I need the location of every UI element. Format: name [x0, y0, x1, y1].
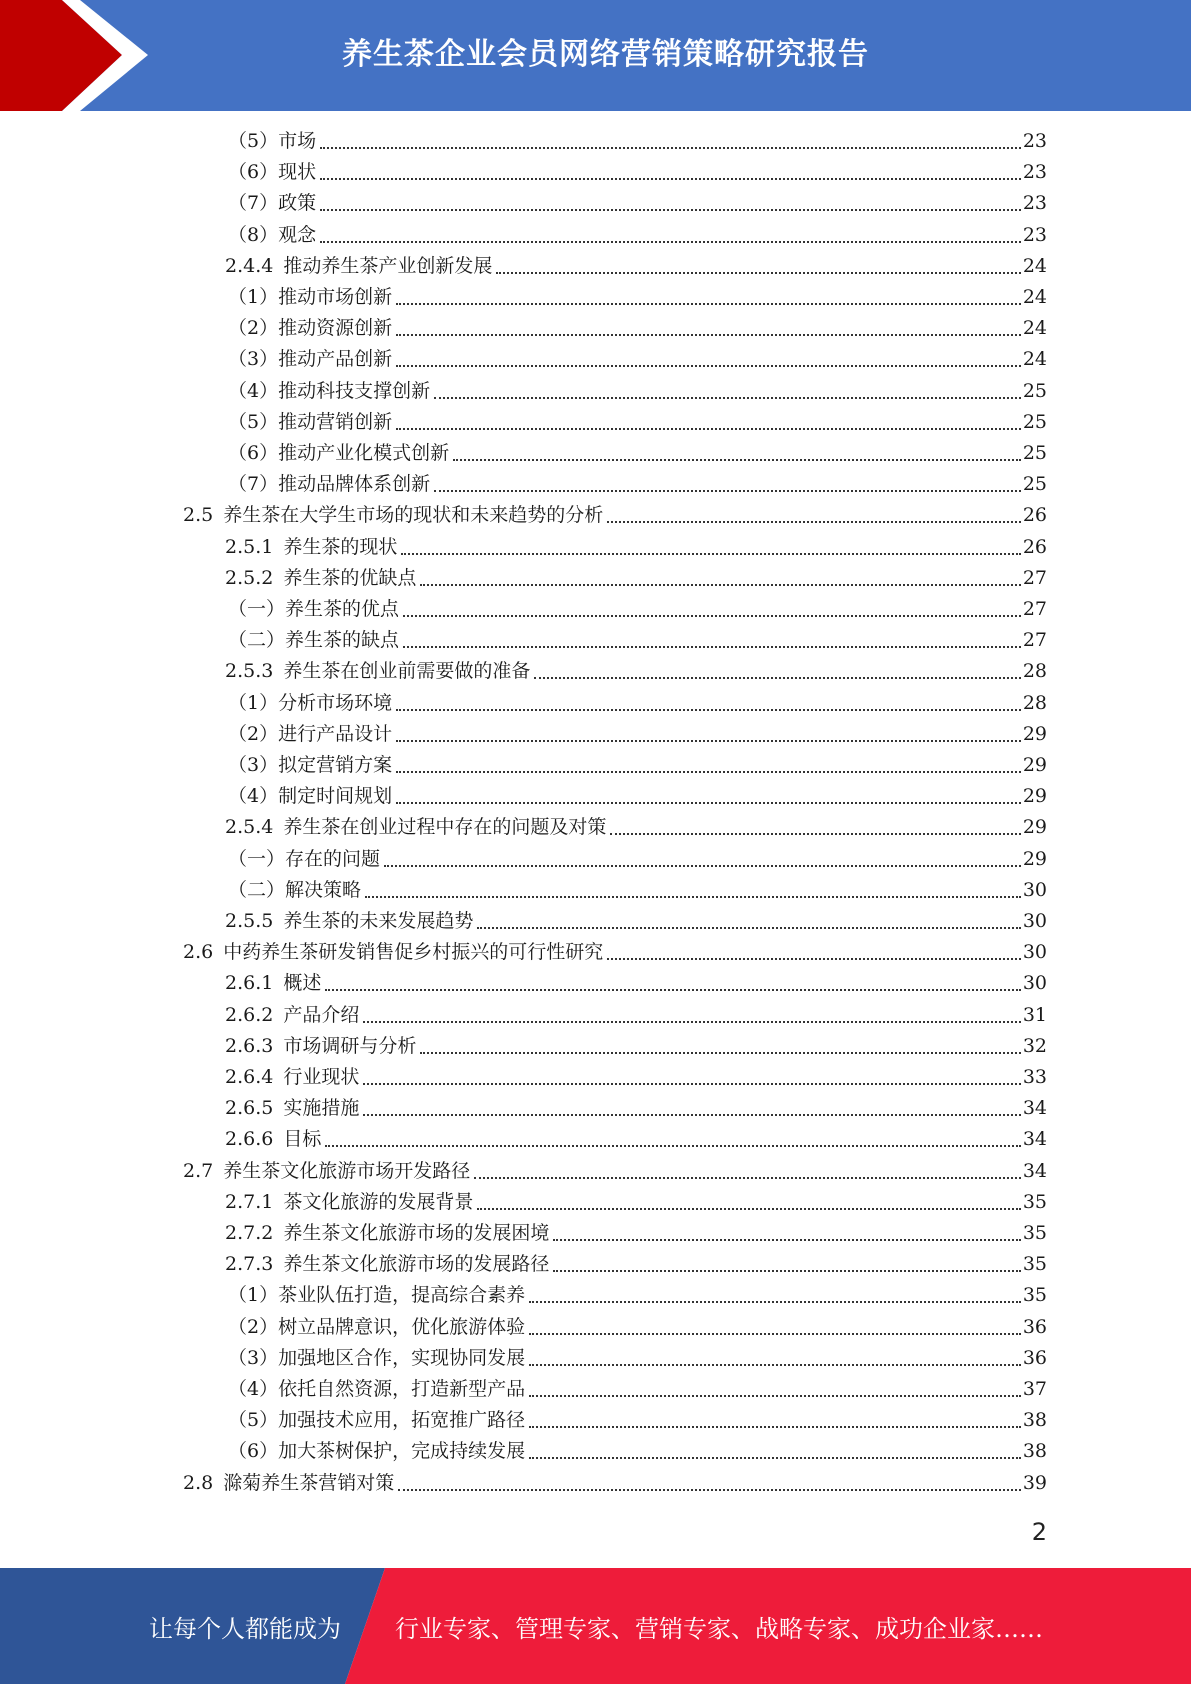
toc-entry-label: 行业现状 [283, 1066, 360, 1088]
toc-entry-label: （4）制定时间规划 [228, 785, 393, 808]
toc-dot-leader [320, 177, 1021, 180]
toc-entry-number: 2.6.5 [225, 1097, 274, 1120]
toc-entry-label: （1）分析市场环境 [228, 691, 393, 714]
toc-entry-label: 养生茶的未来发展趋势 [283, 910, 474, 932]
toc-dot-leader [396, 333, 1021, 336]
toc-entry-label: 养生茶文化旅游市场的发展路径 [283, 1253, 550, 1276]
toc-entry-page: 34 [1022, 1128, 1047, 1151]
toc-dot-leader [325, 988, 1020, 991]
toc-dot-leader [529, 1363, 1021, 1366]
toc-entry-label: 养生茶的优缺点 [283, 566, 417, 589]
toc-dot-leader [610, 832, 1020, 835]
toc-entry[interactable] [225, 251, 1047, 282]
toc-entry-number: 2.7.2 [225, 1222, 274, 1244]
toc-entry-label: 产品介绍 [283, 1003, 360, 1026]
toc-entry-page: 26 [1022, 535, 1047, 558]
toc-dot-leader [477, 926, 1020, 929]
toc-entry-number: 2.6.3 [225, 1034, 274, 1057]
toc-entry[interactable] [225, 1124, 1047, 1155]
toc-entry-label: 养生茶的现状 [283, 535, 398, 558]
toc-entry-label: 养生茶在大学生市场的现状和未来趋势的分析 [223, 504, 604, 527]
toc-entry-page: 28 [1022, 691, 1047, 714]
toc-entry-number: 2.5.2 [225, 566, 274, 589]
toc-entry-number: 2.5.4 [225, 816, 274, 839]
toc-dot-leader [496, 271, 1020, 274]
toc-entry[interactable] [228, 1436, 1047, 1467]
toc-dot-leader [474, 1176, 1021, 1179]
toc-entry-page: 27 [1022, 566, 1047, 589]
toc-entry-page: 24 [1022, 348, 1047, 371]
page-number: 2 [1031, 1518, 1047, 1546]
toc-entry-label: （5）加强技术应用，拓宽推广路径 [228, 1409, 526, 1432]
toc-entry-page: 30 [1022, 941, 1047, 964]
toc-entry[interactable] [225, 1187, 1047, 1218]
toc-dot-leader [396, 739, 1021, 742]
toc-dot-leader [529, 1332, 1021, 1335]
toc-entry-page: 32 [1022, 1034, 1047, 1057]
toc-dot-leader [396, 770, 1021, 773]
toc-dot-leader [363, 1113, 1020, 1116]
toc-dot-leader [453, 458, 1021, 461]
toc-entry-page: 23 [1022, 161, 1047, 184]
toc-entry-page: 33 [1022, 1066, 1047, 1088]
toc-entry[interactable] [183, 1468, 1047, 1499]
toc-entry-page: 27 [1022, 598, 1047, 620]
toc-entry-page: 23 [1022, 192, 1047, 215]
toc-entry-label: （7）政策 [228, 192, 317, 215]
toc-entry-page: 29 [1022, 847, 1047, 870]
toc-dot-leader [553, 1269, 1020, 1272]
toc-entry[interactable] [225, 1062, 1047, 1093]
toc-entry-number: 2.5 [183, 504, 214, 527]
toc-entry-page: 29 [1022, 785, 1047, 808]
toc-entry-number: 2.4.4 [225, 254, 274, 277]
toc-entry-label: 推动养生茶产业创新发展 [283, 254, 493, 277]
toc-dot-leader [320, 208, 1021, 211]
toc-dot-leader [396, 427, 1021, 430]
toc-entry[interactable] [228, 781, 1047, 812]
toc-entry-page: 26 [1022, 504, 1047, 527]
toc-entry-number: 2.5.3 [225, 660, 274, 683]
toc-entry-page: 34 [1022, 1159, 1047, 1182]
toc-entry-label: （4）推动科技支撑创新 [228, 379, 431, 402]
toc-entry-label: （3）加强地区合作，实现协同发展 [228, 1346, 526, 1369]
toc-entry-page: 24 [1022, 286, 1047, 308]
toc-entry-page: 39 [1022, 1471, 1047, 1494]
toc-entry[interactable] [225, 1218, 1047, 1249]
toc-entry-page: 36 [1022, 1315, 1047, 1338]
toc-entry[interactable] [225, 563, 1047, 594]
toc-entry-label: （7）推动品牌体系创新 [228, 473, 431, 496]
toc-entry-page: 25 [1022, 473, 1047, 496]
toc-entry-number: 2.5.1 [225, 535, 274, 558]
toc-entry-label: 概述 [283, 972, 322, 995]
toc-entry-number: 2.7.1 [225, 1190, 274, 1213]
toc-entry-number: 2.6.2 [225, 1003, 274, 1026]
toc-dot-leader [396, 708, 1021, 711]
toc-entry[interactable] [183, 1156, 1047, 1187]
toc-entry[interactable] [183, 500, 1047, 531]
toc-entry-page: 23 [1022, 130, 1047, 152]
toc-dot-leader [434, 396, 1021, 399]
toc-entry-label: （5）推动营销创新 [228, 410, 393, 433]
toc-dot-leader [365, 895, 1021, 898]
toc-dot-leader [607, 957, 1021, 960]
page-header [0, 0, 1191, 111]
toc-entry-page: 34 [1022, 1097, 1047, 1120]
toc-entry-number: 2.6.6 [225, 1128, 274, 1151]
toc-entry-page: 24 [1022, 317, 1047, 340]
toc-dot-leader [396, 364, 1021, 367]
toc-dot-leader [401, 552, 1020, 555]
toc-entry[interactable] [228, 344, 1047, 375]
toc-entry[interactable] [228, 844, 1047, 875]
toc-entry-number: 2.6.4 [225, 1066, 274, 1088]
toc-entry-page: 30 [1022, 972, 1047, 995]
toc-entry[interactable] [225, 1249, 1047, 1280]
toc-entry-label: （6）现状 [228, 161, 317, 184]
toc-entry-label: （2）进行产品设计 [228, 722, 393, 745]
toc-entry-label: 实施措施 [283, 1097, 360, 1120]
toc-entry-page: 30 [1022, 910, 1047, 932]
toc-entry[interactable] [228, 282, 1047, 313]
toc-entry[interactable] [228, 407, 1047, 438]
toc-entry-page: 35 [1022, 1222, 1047, 1244]
toc-dot-leader [325, 1144, 1020, 1147]
toc-entry-label: （8）观念 [228, 223, 317, 246]
toc-entry-page: 29 [1022, 722, 1047, 745]
toc-entry[interactable] [228, 188, 1047, 219]
toc-entry[interactable] [228, 750, 1047, 781]
toc-dot-leader [396, 801, 1021, 804]
toc-entry[interactable] [225, 968, 1047, 999]
toc-entry-label: （3）推动产品创新 [228, 348, 393, 371]
toc-dot-leader [403, 614, 1021, 617]
toc-dot-leader [529, 1394, 1021, 1397]
toc-entry-page: 29 [1022, 816, 1047, 839]
toc-entry-label: 中药养生茶研发销售促乡村振兴的可行性研究 [223, 941, 604, 964]
toc-entry-label: 养生茶在创业过程中存在的问题及对策 [283, 816, 607, 839]
toc-entry[interactable] [228, 1343, 1047, 1374]
toc-entry-page: 27 [1022, 629, 1047, 652]
toc-entry[interactable] [228, 594, 1047, 625]
toc-dot-leader [384, 864, 1021, 867]
toc-entry-label: （3）拟定营销方案 [228, 754, 393, 776]
toc-entry-label: （一）存在的问题 [228, 847, 381, 870]
toc-dot-leader [363, 1020, 1020, 1023]
toc-entry-number: 2.6.1 [225, 972, 274, 995]
toc-entry-label: 养生茶文化旅游市场的发展困境 [283, 1222, 550, 1244]
toc-entry-label: （1）推动市场创新 [228, 286, 393, 308]
toc-entry-number: 2.7 [183, 1159, 214, 1182]
toc-entry-page: 35 [1022, 1190, 1047, 1213]
toc-entry-page: 25 [1022, 442, 1047, 464]
toc-entry[interactable] [228, 1312, 1047, 1343]
toc-dot-leader [529, 1425, 1021, 1428]
toc-dot-leader [529, 1456, 1021, 1459]
toc-entry-page: 25 [1022, 379, 1047, 402]
toc-entry-page: 38 [1022, 1440, 1047, 1463]
report-title: 养生茶企业会员网络营销策略研究报告 [342, 37, 869, 72]
toc-entry-page: 31 [1022, 1003, 1047, 1026]
toc-entry-page: 35 [1022, 1284, 1047, 1307]
toc-entry[interactable] [228, 1374, 1047, 1405]
toc-entry-label: 养生茶在创业前需要做的准备 [283, 660, 531, 683]
toc-entry[interactable] [183, 937, 1047, 968]
page-footer [0, 1568, 1191, 1684]
toc-entry-label: （4）依托自然资源，打造新型产品 [228, 1378, 526, 1400]
toc-entry[interactable] [228, 625, 1047, 656]
toc-entry[interactable] [225, 1000, 1047, 1031]
toc-entry[interactable] [228, 469, 1047, 500]
toc-dot-leader [420, 583, 1020, 586]
toc-entry-page: 25 [1022, 410, 1047, 433]
toc-entry-page: 29 [1022, 754, 1047, 776]
toc-entry-page: 35 [1022, 1253, 1047, 1276]
toc-dot-leader [477, 1207, 1020, 1210]
toc-entry[interactable] [228, 1405, 1047, 1436]
toc-dot-leader [396, 302, 1021, 305]
toc-entry-label: 茶文化旅游的发展背景 [283, 1190, 474, 1213]
toc-dot-leader [320, 240, 1021, 243]
toc-entry-label: （2）树立品牌意识，优化旅游体验 [228, 1315, 526, 1338]
toc-entry[interactable] [228, 719, 1047, 750]
toc-dot-leader [434, 489, 1021, 492]
toc-entry[interactable] [225, 1031, 1047, 1062]
toc-entry[interactable] [228, 376, 1047, 407]
toc-entry-number: 2.5.5 [225, 910, 274, 932]
toc-entry-label: （6）推动产业化模式创新 [228, 442, 450, 464]
toc-entry-label: （6）加大茶树保护，完成持续发展 [228, 1440, 526, 1463]
toc-entry-number: 2.6 [183, 941, 214, 964]
toc-entry[interactable] [228, 313, 1047, 344]
toc-entry-label: 养生茶文化旅游市场开发路径 [223, 1159, 471, 1182]
toc-entry[interactable] [225, 1093, 1047, 1124]
toc-entry-label: （5）市场 [228, 130, 317, 152]
toc-dot-leader [320, 146, 1021, 149]
toc-entry-label: （二）解决策略 [228, 878, 362, 901]
toc-entry-label: 滁菊养生茶营销对策 [223, 1471, 395, 1494]
toc-entry-page: 37 [1022, 1378, 1047, 1400]
toc-entry-page: 24 [1022, 254, 1047, 277]
toc-entry[interactable] [225, 906, 1047, 937]
toc-entry-page: 28 [1022, 660, 1047, 683]
toc-entry-page: 38 [1022, 1409, 1047, 1432]
toc-entry[interactable] [228, 157, 1047, 188]
toc-entry-page: 36 [1022, 1346, 1047, 1369]
toc-entry-label: （一）养生茶的优点 [228, 598, 400, 620]
toc-dot-leader [529, 1300, 1021, 1303]
toc-dot-leader [420, 1051, 1020, 1054]
toc-entry-label: 目标 [283, 1128, 322, 1151]
toc-entry[interactable] [228, 875, 1047, 906]
toc-entry[interactable] [228, 220, 1047, 251]
toc-entry[interactable] [225, 656, 1047, 687]
toc-entry-label: （2）推动资源创新 [228, 317, 393, 340]
toc-dot-leader [607, 520, 1021, 523]
toc-entry[interactable] [228, 1280, 1047, 1311]
toc-dot-leader [363, 1082, 1020, 1085]
toc-entry[interactable] [225, 812, 1047, 843]
toc-entry-label: （二）养生茶的缺点 [228, 629, 400, 652]
toc-entry[interactable] [225, 532, 1047, 563]
toc-dot-leader [398, 1488, 1021, 1491]
toc-dot-leader [403, 645, 1021, 648]
toc-entry-page: 23 [1022, 223, 1047, 246]
toc-dot-leader [534, 676, 1020, 679]
toc-entry[interactable] [228, 126, 1047, 157]
toc-entry-label: 市场调研与分析 [283, 1034, 417, 1057]
toc-entry-number: 2.8 [183, 1471, 214, 1494]
toc-entry-number: 2.7.3 [225, 1253, 274, 1276]
toc-entry[interactable] [228, 438, 1047, 469]
footer-slogan-left: 让每个人都能成为 [149, 1614, 341, 1643]
footer-slogan-right: 行业专家、管理专家、营销专家、战略专家、成功企业家…… [395, 1614, 1043, 1643]
toc-entry-label: （1）茶业队伍打造，提高综合素养 [228, 1284, 526, 1307]
toc-entry[interactable] [228, 688, 1047, 719]
toc-dot-leader [553, 1238, 1020, 1241]
toc-entry-page: 30 [1022, 878, 1047, 901]
